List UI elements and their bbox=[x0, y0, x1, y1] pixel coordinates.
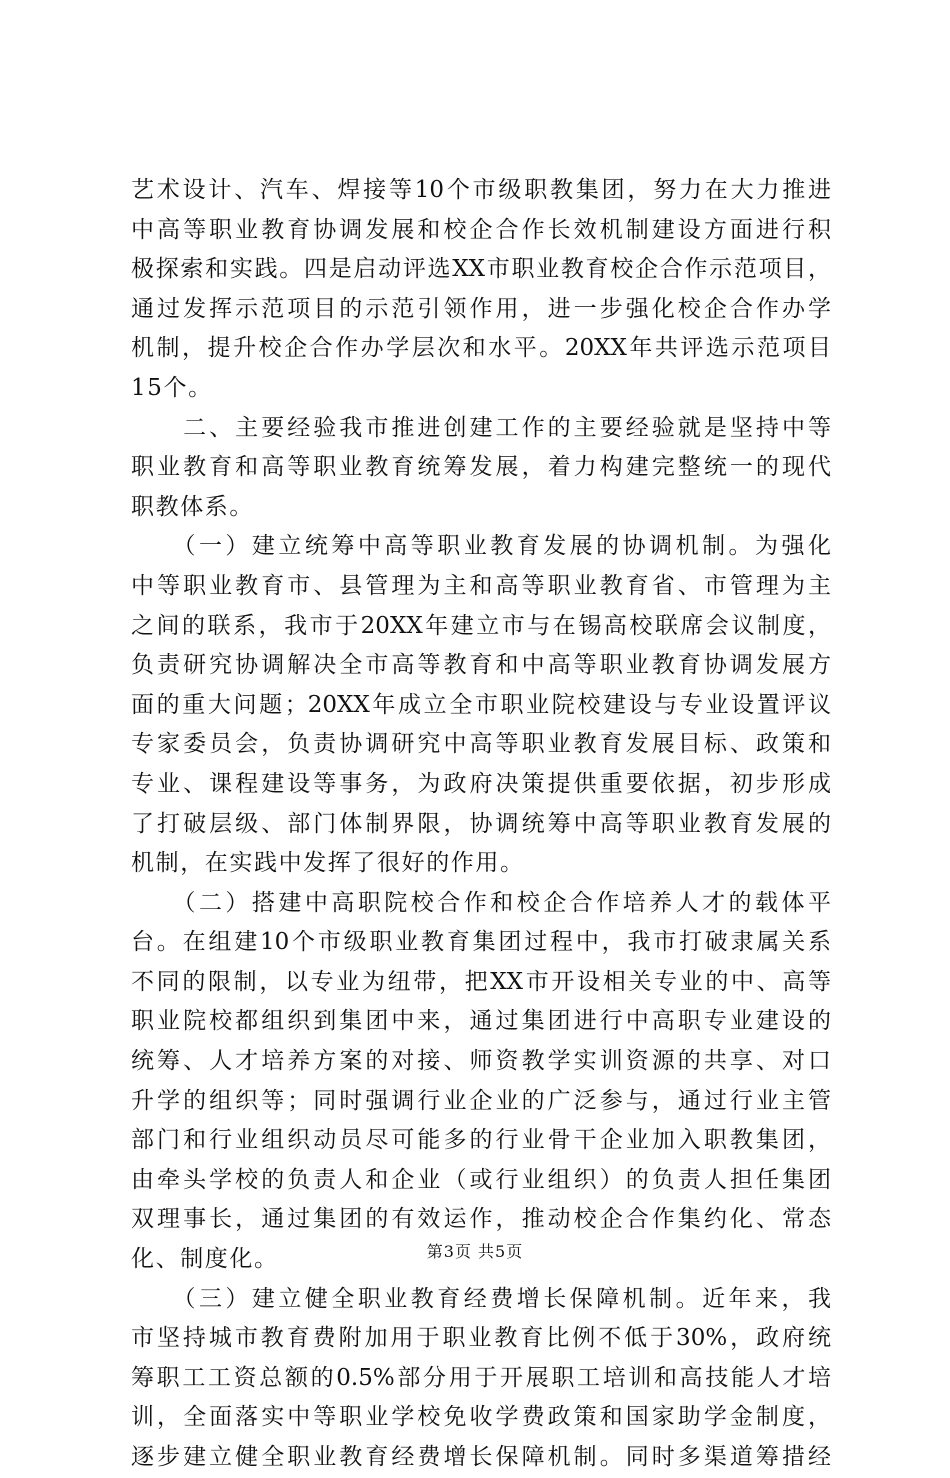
text-line: 艺术设计、汽车、焊接等10个市级职教集团，努力在大力推进 bbox=[131, 177, 831, 203]
text-line: 台。在组建10个市级职业教育集团过程中，我市打破隶属关系 bbox=[131, 929, 831, 956]
text-line: 了打破层级、部门体制界限，协调统筹中高等职业教育发展的 bbox=[131, 810, 831, 837]
text-line: 由牵头学校的负责人和企业（或行业组织）的负责人担任集团 bbox=[131, 1166, 831, 1193]
text-line: 逐步建立健全职业教育经费增长保障机制。同时多渠道筹措经 bbox=[131, 1444, 831, 1470]
text-line: 二、主要经验我市推进创建工作的主要经验就是坚持中等 bbox=[131, 414, 831, 441]
document-body bbox=[131, 171, 831, 1478]
text-line: 中等职业教育市、县管理为主和高等职业教育省、市管理为主 bbox=[131, 572, 831, 599]
text-line: 通过发挥示范项目的示范引领作用，进一步强化校企合作办学 bbox=[131, 295, 831, 322]
text-line: 训，全面落实中等职业学校免收学费政策和国家助学金制度， bbox=[131, 1404, 831, 1431]
text-line: 化、制度化。 bbox=[131, 1246, 279, 1273]
text-line: 职业教育和高等职业教育统筹发展，着力构建完整统一的现代 bbox=[131, 454, 831, 481]
text-line: 职业院校都组织到集团中来，通过集团进行中高职专业建设的 bbox=[131, 1008, 831, 1035]
text-line: 面的重大问题；20XX年成立全市职业院校建设与专业设置评议 bbox=[131, 691, 831, 718]
text-line: 不同的限制，以专业为纽带，把XX市开设相关专业的中、高等 bbox=[131, 968, 831, 995]
text-line: 机制，提升校企合作办学层次和水平。20XX年共评选示范项目 bbox=[131, 335, 831, 362]
text-line: 职教体系。 bbox=[131, 493, 254, 520]
text-line: 中高等职业教育协调发展和校企合作长效机制建设方面进行积 bbox=[131, 216, 831, 243]
text-line: （二）搭建中高职院校合作和校企合作培养人才的载体平 bbox=[131, 889, 831, 916]
text-line: 市坚持城市教育费附加用于职业教育比例不低于30%，政府统 bbox=[131, 1325, 831, 1352]
text-line: 负责研究协调解决全市高等教育和中高等职业教育协调发展方 bbox=[131, 652, 831, 679]
text-line: 部门和行业组织动员尽可能多的行业骨干企业加入职教集团， bbox=[131, 1127, 831, 1154]
text-line: 专业、课程建设等事务，为政府决策提供重要依据，初步形成 bbox=[131, 770, 831, 797]
page-footer: 第3页 共5页 bbox=[426, 1242, 524, 1261]
text-line: 双理事长，通过集团的有效运作，推动校企合作集约化、常态 bbox=[131, 1206, 831, 1233]
text-line: 升学的组织等；同时强调行业企业的广泛参与，通过行业主管 bbox=[131, 1087, 831, 1114]
text-line: 机制，在实践中发挥了很好的作用。 bbox=[131, 850, 525, 877]
text-line: （三）建立健全职业教育经费增长保障机制。近年来，我 bbox=[131, 1285, 831, 1312]
text-line: 筹职工工资总额的0.5%部分用于开展职工培训和高技能人才培 bbox=[131, 1364, 831, 1391]
text-line: 专家委员会，负责协调研究中高等职业教育发展目标、政策和 bbox=[131, 731, 831, 758]
text-line: 统筹、人才培养方案的对接、师资教学实训资源的共享、对口 bbox=[131, 1048, 831, 1075]
text-line: （一）建立统筹中高等职业教育发展的协调机制。为强化 bbox=[131, 533, 831, 560]
text-line: 之间的联系，我市于20XX年建立市与在锡高校联席会议制度， bbox=[131, 612, 831, 639]
text-line: 极探索和实践。四是启动评选XX市职业教育校企合作示范项目， bbox=[131, 256, 831, 283]
text-line: 15个。 bbox=[131, 374, 213, 401]
